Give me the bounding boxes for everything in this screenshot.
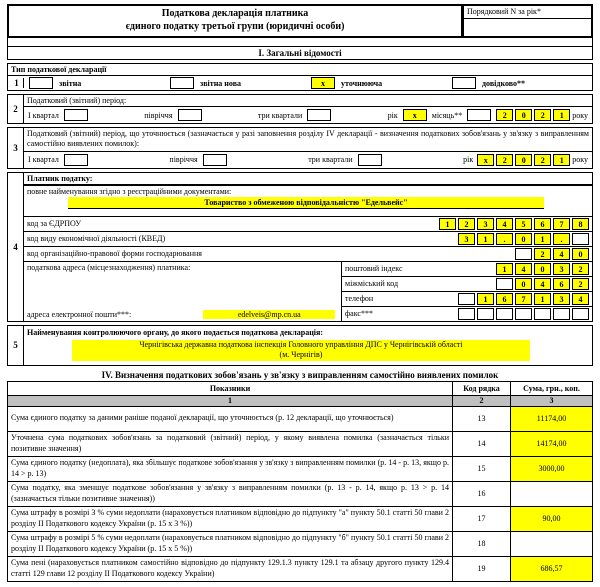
digit-box[interactable]: 3 — [553, 263, 570, 275]
row-number-5: 5 — [8, 326, 24, 365]
form-header — [7, 4, 593, 38]
col-header-code: Код рядка — [453, 381, 511, 395]
digit-box[interactable] — [572, 308, 589, 320]
digit-box[interactable]: 1 — [534, 233, 551, 245]
edrpou-row — [24, 217, 592, 232]
table-body — [8, 406, 593, 581]
option-label-try-kvartaly: три квартали — [257, 110, 303, 120]
empty-strip — [7, 38, 593, 47]
option-label-pivrichchia: півріччя — [144, 110, 173, 120]
option-label-kvartal: І квартал — [28, 155, 59, 165]
column-number-row — [8, 395, 593, 406]
block-authority — [7, 325, 593, 366]
postal-label: поштовий індекс — [345, 264, 403, 274]
declaration-type-options — [8, 76, 592, 90]
block-reporting-period — [7, 94, 593, 124]
authority-value[interactable] — [72, 340, 530, 361]
authority-value-line2: (м. Чернігів) — [279, 350, 323, 360]
digit-box[interactable]: 1 — [553, 154, 570, 166]
declaration-type-label: Тип податкової декларації — [8, 64, 592, 76]
digit-box[interactable]: 1 — [496, 263, 513, 275]
opf-row — [24, 247, 592, 262]
indicator-cell: Сума єдиного податку за даними раніше поданої декларації, що уточнюється (р. 12 декларації, що уточнюється) — [8, 406, 453, 431]
checkbox-zvitna-nova[interactable] — [170, 77, 194, 89]
address-label: податкова адреса (місцезнаходження) платника: — [27, 262, 191, 272]
area-code-label: міжміський код — [345, 279, 399, 289]
digit-box[interactable] — [458, 293, 475, 305]
taxpayer-title: Платник податку: — [24, 173, 592, 186]
row-code-cell: 13 — [453, 406, 511, 431]
row-code-cell: 15 — [453, 456, 511, 481]
digit-box[interactable]: 2 — [496, 109, 513, 121]
col-num-1: 1 — [8, 395, 453, 406]
digit-box[interactable]: 2 — [572, 278, 589, 290]
row-number-1: 1 — [10, 78, 24, 88]
option-label-misyats: місяць** — [431, 110, 463, 120]
digit-box[interactable]: 7 — [515, 293, 532, 305]
digit-box[interactable]: 2 — [458, 218, 475, 230]
checkbox-pivrichchia[interactable] — [178, 109, 202, 121]
digit-box[interactable] — [515, 248, 532, 260]
kved-boxes — [456, 233, 589, 245]
year-boxes — [475, 154, 570, 166]
option-label-rik: рік — [387, 110, 398, 120]
digit-box[interactable]: 4 — [572, 293, 589, 305]
digit-box[interactable]: х — [477, 154, 494, 166]
row-number-3: 3 — [8, 128, 24, 168]
option-label-rik: рік — [463, 155, 474, 165]
postal-boxes — [494, 263, 589, 275]
sum-value-cell[interactable]: 90,00 — [511, 506, 593, 531]
digit-box[interactable]: 7 — [553, 218, 570, 230]
year-suffix: року — [572, 110, 588, 120]
digit-box[interactable]: . — [496, 233, 513, 245]
col-num-2: 2 — [453, 395, 511, 406]
option-label-pivrichchia: півріччя — [169, 155, 198, 165]
checkbox-pivrichchia[interactable] — [203, 154, 227, 166]
section-iv-title: IV. Визначення податкових зобов'язань у зв'язку з виправленням самостійно виявлених помилок — [101, 369, 499, 380]
sum-value-cell[interactable]: 3000,00 — [511, 456, 593, 481]
col-num-3: 3 — [511, 395, 593, 406]
kved-label: код виду економічної діяльності (КВЕД) — [27, 234, 166, 244]
phone-label: телефон — [345, 294, 374, 304]
col-header-indicators: Показники — [8, 381, 453, 395]
digit-box[interactable]: . — [553, 233, 570, 245]
digit-box[interactable]: 0 — [515, 278, 532, 290]
checkbox-try-kvartaly[interactable] — [307, 109, 331, 121]
sum-value-cell[interactable]: 14174,00 — [511, 431, 593, 456]
digit-box[interactable]: 1 — [534, 293, 551, 305]
opf-boxes — [513, 248, 589, 260]
digit-box[interactable] — [572, 233, 589, 245]
digit-box[interactable]: 6 — [553, 278, 570, 290]
digit-box[interactable] — [496, 308, 513, 320]
indicator-cell: Уточнена сума податкових зобов'язань за податковий (звітний) період, у якому виявлена помилка (зазначається тільки позитивне значення) — [8, 431, 453, 456]
corrected-period-label: Податковий (звітний) період, що уточнюється (зазначається у разі заповнення розділу IV декларації - визначення податкових зобов'язань у зв'язку з виправленням самостійно виявлених помилок): — [24, 128, 592, 152]
col-header-sum: Сума, грн., коп. — [511, 381, 593, 395]
option-label-kvartal: І квартал — [28, 110, 59, 120]
digit-box[interactable]: 3 — [477, 218, 494, 230]
fax-boxes — [456, 308, 589, 320]
edrpou-boxes — [437, 218, 589, 230]
table-header-row — [8, 381, 593, 395]
digit-box[interactable]: 3 — [458, 233, 475, 245]
table-row — [8, 481, 593, 506]
reporting-period-label: Податковий (звітний) період: — [24, 95, 592, 107]
row-number-4: 4 — [8, 173, 24, 321]
checkbox-kvartal[interactable] — [64, 154, 88, 166]
digit-box[interactable] — [534, 308, 551, 320]
address-area — [24, 262, 592, 321]
checkbox-utochnyuyucha[interactable]: х — [311, 77, 335, 89]
option-label-zvitna: звітна — [59, 78, 82, 88]
digit-box[interactable]: 6 — [496, 293, 513, 305]
digit-box[interactable] — [458, 308, 475, 320]
option-label-zvitna-nova: звітна нова — [200, 78, 242, 88]
checkbox-try-kvartaly[interactable] — [358, 154, 382, 166]
digit-box[interactable]: 1 — [439, 218, 456, 230]
table-row — [8, 531, 593, 556]
phone-boxes — [456, 293, 589, 305]
option-label-dovidkovo: довідково** — [482, 78, 526, 88]
corrected-period-options — [24, 152, 592, 168]
digit-box[interactable]: 0 — [572, 248, 589, 260]
row-code-cell: 19 — [453, 556, 511, 581]
digit-box[interactable]: 2 — [534, 109, 551, 121]
section-general-title: І. Загальні відомості — [7, 47, 593, 60]
authority-title: Найменування контролюючого органу, до якого подається податкова декларація: — [27, 327, 324, 337]
sum-value-cell[interactable]: 686,57 — [511, 556, 593, 581]
serial-number-label: Порядковий N за рік* — [464, 6, 591, 19]
area-code-row — [342, 277, 592, 292]
checkbox-misyats[interactable] — [467, 109, 491, 121]
digit-box[interactable]: 3 — [553, 293, 570, 305]
row-code-cell: 16 — [453, 481, 511, 506]
table-row — [8, 556, 593, 581]
year-suffix: року — [572, 155, 589, 165]
digit-box[interactable]: 4 — [515, 263, 532, 275]
row-code-cell: 14 — [453, 431, 511, 456]
option-label-utochnyuyucha: уточнююча — [341, 78, 383, 88]
table-row — [8, 456, 593, 481]
checkbox-dovidkovo[interactable] — [452, 77, 476, 89]
digit-box[interactable] — [496, 278, 513, 290]
indicator-cell: Сума пені (нараховується платником самостійно відповідно до підпункту 129.1.3 пункту 129.1 та абзацу другого пункту 129.4 статті 129 глави 12 розділу II Податкового кодексу України) — [8, 556, 453, 581]
sum-value-cell[interactable]: 11174,00 — [511, 406, 593, 431]
digit-box[interactable]: 0 — [534, 263, 551, 275]
full-name-label: повне найменування згідно з реєстраційними документами: — [27, 186, 232, 196]
digit-box[interactable]: 0 — [515, 233, 532, 245]
digit-box[interactable]: 2 — [572, 263, 589, 275]
digit-box[interactable]: 1 — [477, 233, 494, 245]
fax-label: факс*** — [345, 309, 373, 319]
serial-number-box — [463, 4, 593, 38]
digit-box[interactable]: 6 — [534, 218, 551, 230]
fax-row — [342, 307, 592, 321]
row-number-2: 2 — [8, 95, 24, 123]
table-row — [8, 506, 593, 531]
digit-box[interactable]: 1 — [477, 293, 494, 305]
empty-row — [24, 209, 592, 217]
form-title-line1: Податкова декларація платника — [161, 8, 309, 19]
row-code-cell: 18 — [453, 531, 511, 556]
serial-number-input[interactable] — [464, 19, 591, 36]
reporting-period-options — [24, 107, 592, 123]
phone-row — [342, 292, 592, 307]
email-label: адреса електронної пошти***: — [27, 309, 132, 319]
indicator-cell: Сума єдиного податку (недоплата), яка збільшує податкове зобов'язання у зв'язку з виправленням помилки (р. 14 - р. 13, якщо р. 14 > р. 13) — [8, 456, 453, 481]
table-row — [8, 406, 593, 431]
form-title-line2: єдиного податку третьої групи (юридичні особи) — [125, 20, 345, 32]
indicator-cell: Сума штрафу в розмірі 5 % суми недоплати (нараховується платником відповідно до підпункту "б" пункту 50.1 статті 50 глави 2 розділу II Податкового кодексу України (р. 15 х 5 %)) — [8, 531, 453, 556]
digit-box[interactable]: 4 — [553, 248, 570, 260]
edrpou-label: код за ЄДРПОУ — [27, 219, 81, 229]
digit-box[interactable]: 4 — [496, 218, 513, 230]
checkbox-zvitna[interactable] — [29, 77, 53, 89]
kved-row — [24, 232, 592, 247]
digit-box[interactable]: 2 — [534, 248, 551, 260]
digit-box[interactable]: 2 — [534, 154, 551, 166]
opf-label: код організаційно-правової форми господарювання — [27, 249, 202, 259]
year-boxes — [494, 109, 570, 121]
digit-box[interactable]: 4 — [534, 278, 551, 290]
indicator-cell: Сума податку, яка зменшує податкове зобов'язання у зв'язку з виправленням помилки (р. 13 - р. 14, якщо р. 13 > р. 14 (зазначається тільки позитивне значення)) — [8, 481, 453, 506]
block-taxpayer — [7, 172, 593, 322]
authority-value-line1: Чернігівська державна податкова інспекція Головного управління ДПС у Чернігівській області — [139, 339, 463, 349]
digit-box[interactable]: 1 — [553, 109, 570, 121]
sum-value-cell[interactable] — [511, 481, 593, 506]
corrections-table — [7, 381, 593, 582]
company-name-value[interactable]: Товариство з обмеженою відповідальністю "Едельвейс" — [68, 197, 544, 209]
checkbox-rik[interactable]: х — [403, 109, 427, 121]
table-row — [8, 431, 593, 456]
area-code-boxes — [494, 278, 589, 290]
digit-box[interactable] — [515, 308, 532, 320]
option-label-try-kvartaly: три квартали — [308, 155, 353, 165]
digit-box[interactable]: 0 — [515, 109, 532, 121]
email-value[interactable]: edelveis@mp.cn.ua — [203, 310, 335, 319]
checkbox-kvartal[interactable] — [64, 109, 88, 121]
digit-box[interactable]: 5 — [515, 218, 532, 230]
block-corrected-period — [7, 127, 593, 169]
digit-box[interactable] — [553, 308, 570, 320]
block-declaration-type — [7, 63, 593, 91]
indicator-cell: Сума штрафу в розмірі 3 % суми недоплати (нараховується платником відповідно до підпункту "а" пункту 50.1 статті 50 глави 2 розділу II Податкового кодексу України (р. 15 х 3 %)) — [8, 506, 453, 531]
digit-box[interactable] — [477, 308, 494, 320]
row-code-cell: 17 — [453, 506, 511, 531]
digit-box[interactable]: 0 — [515, 154, 532, 166]
postal-row — [342, 262, 592, 277]
digit-box[interactable]: 8 — [572, 218, 589, 230]
digit-box[interactable]: 2 — [496, 154, 513, 166]
sum-value-cell[interactable] — [511, 531, 593, 556]
form-title — [7, 4, 463, 38]
